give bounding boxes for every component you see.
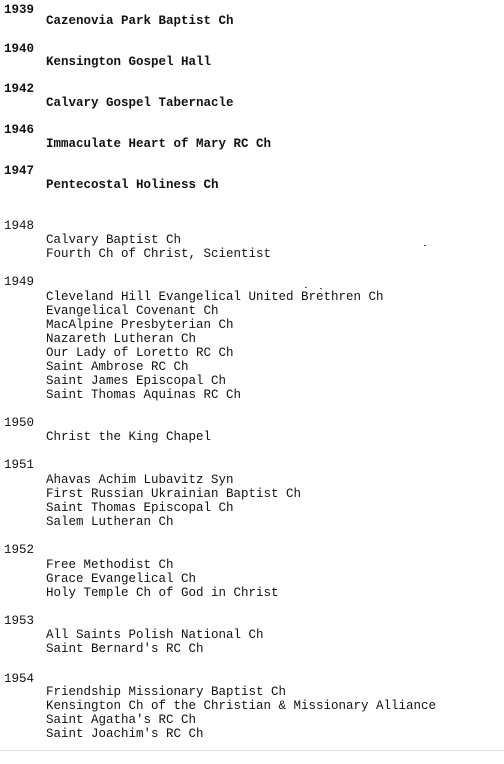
list-item: All Saints Polish National Ch xyxy=(46,628,264,642)
entry-list xyxy=(46,178,219,192)
list-item: Calvary Baptist Ch xyxy=(46,233,182,247)
year-heading: 1947 xyxy=(4,164,35,178)
year-heading: 1954 xyxy=(4,672,35,686)
list-item: Kensington Gospel Hall xyxy=(46,55,212,69)
scan-speck xyxy=(320,288,322,289)
entry-list xyxy=(46,55,211,69)
entry-list xyxy=(46,96,234,110)
year-heading: 1953 xyxy=(4,614,35,628)
year-heading: 1942 xyxy=(4,82,35,96)
year-heading: 1950 xyxy=(4,416,35,430)
list-item: Friendship Missionary Baptist Ch xyxy=(46,685,287,699)
scan-speck xyxy=(424,245,426,246)
list-item: Saint Joachim's RC Ch xyxy=(46,727,204,741)
year-heading: 1939 xyxy=(4,3,35,17)
year-heading: 1948 xyxy=(4,219,35,233)
list-item: Saint Thomas Episcopal Ch xyxy=(46,501,234,515)
entry-list xyxy=(46,233,271,261)
list-item: Cazenovia Park Baptist Ch xyxy=(46,14,234,28)
list-item: Saint Ambrose RC Ch xyxy=(46,360,189,374)
list-item: Evangelical Covenant Ch xyxy=(46,304,219,318)
list-item: Our Lady of Loretto RC Ch xyxy=(46,346,234,360)
list-item: MacAlpine Presbyterian Ch xyxy=(46,318,234,332)
year-heading: 1951 xyxy=(4,458,35,472)
year-heading: 1946 xyxy=(4,123,35,137)
list-item: Nazareth Lutheran Ch xyxy=(46,332,197,346)
entry-list xyxy=(46,685,436,741)
year-heading: 1952 xyxy=(4,543,35,557)
list-item: Salem Lutheran Ch xyxy=(46,515,174,529)
list-item: Saint Bernard's RC Ch xyxy=(46,642,204,656)
entry-list xyxy=(46,558,279,600)
list-item: Free Methodist Ch xyxy=(46,558,174,572)
list-item: Grace Evangelical Ch xyxy=(46,572,197,586)
entry-list xyxy=(46,628,264,656)
list-item: Saint Thomas Aquinas RC Ch xyxy=(46,388,242,402)
entry-list xyxy=(46,430,211,444)
scan-speck xyxy=(305,287,307,288)
list-item: Fourth Ch of Christ, Scientist xyxy=(46,247,272,261)
list-item: Kensington Ch of the Christian & Missionary Alliance xyxy=(46,699,437,713)
page-bottom-edge xyxy=(0,750,504,751)
list-item: Saint James Episcopal Ch xyxy=(46,374,227,388)
list-item: Saint Agatha's RC Ch xyxy=(46,713,197,727)
list-item: First Russian Ukrainian Baptist Ch xyxy=(46,487,302,501)
entry-list xyxy=(46,137,271,151)
entry-list xyxy=(46,14,234,28)
entry-list xyxy=(46,290,384,402)
entry-list xyxy=(46,473,301,529)
year-heading: 1940 xyxy=(4,42,35,56)
year-heading: 1949 xyxy=(4,275,35,289)
list-item: Cleveland Hill Evangelical United Brethren Ch xyxy=(46,290,384,304)
list-item: Christ the King Chapel xyxy=(46,430,212,444)
list-item: Pentecostal Holiness Ch xyxy=(46,178,219,192)
list-item: Holy Temple Ch of God in Christ xyxy=(46,586,279,600)
list-item: Ahavas Achim Lubavitz Syn xyxy=(46,473,234,487)
list-item: Calvary Gospel Tabernacle xyxy=(46,96,234,110)
list-item: Immaculate Heart of Mary RC Ch xyxy=(46,137,272,151)
